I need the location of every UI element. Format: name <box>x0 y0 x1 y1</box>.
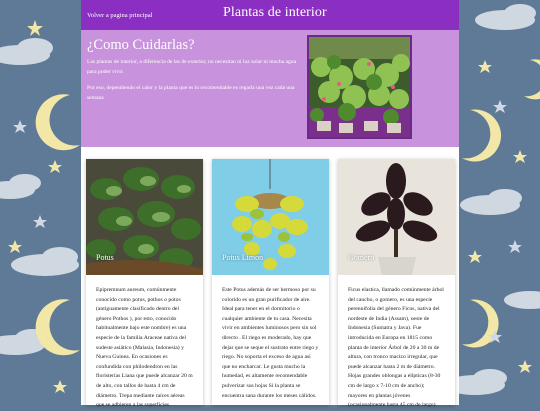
potus-photo <box>86 159 203 275</box>
top-navigation-bar <box>81 0 459 30</box>
potus-limon-description: Este Potus además de ser hermoso por su colorido es un gran purificador de aire. Ideal para tener en el dormitorio o cualquier ambiente de tu casa. Necesita vivir en ambientes luminosos pero sin sol directo . El riego es moderado, hay que dejar que se seque el sustrato entre riego y riego. No soporta el exceso de agua así que no encharcar. Le gusta mucho la humedad, es altamente recomendable pulverizar sus hojas Si la planta se encuentra sana durante los meses cálidos. <box>222 287 319 399</box>
potus-name: Potus <box>96 253 114 262</box>
plant-card-potus <box>86 159 203 409</box>
care-paragraph-1: Las plantas de interior, a diferencia de las de exterior, no necesitan ni luz solar ni mucha agua para poder vivir. <box>87 59 297 75</box>
plant-card-gomero <box>338 159 455 409</box>
care-heading: ¿Como Cuidarlas? <box>87 37 195 53</box>
plant-card-potus-limon <box>212 159 329 405</box>
gomero-description: Ficus elastica, llamado comúnmente árbol del caucho, o gomero, es una especie perennifolia del género Ficus, nativa del nordeste de India (Assam), oeste de Indonesia (Sumatra y Java). Fue introducida en Europa en 1815 como planta de interior Árbol de 20 a 30 m de altura, con tronco macizo irregular, que puede alcanzar hasta 2 m de diámetro. Hojas grandes oblongas a elípticas (8-30 cm de largo x 7-10 cm de ancho); mayores en plantas jóvenes (ocasionalmente hasta 45 cm de largo). <box>348 287 444 409</box>
potus-description: Epipremnum aureum, comúnmente conocido como potus, pothos o potos (antiguamente clasificado dentro del género Pothos ), por esto, conocido habitualmente bajo este nombre) es una especie de la familia Araceae nativa del sudeste asiático (Malasia, Indonesia) y Nueva Guinea. En ocasiones es confundida con philodendron en las floristerías Liana que puede alcanzar 20 m de alto, con tallos de hasta 4 cm de diámetro. Trepa mediante raíces aéreas que se adhieren a las superficies. <box>96 287 193 409</box>
potus-limon-photo <box>212 159 329 275</box>
site-title: Plantas de interior <box>223 5 327 20</box>
back-to-home-link[interactable]: Volver a pagina principal <box>87 11 153 19</box>
plant-shop-illustration <box>309 37 410 137</box>
potus-limon-name: Potus Limon <box>222 253 264 262</box>
plant-cards <box>86 159 454 409</box>
care-paragraph-2: Por eso, dependiendo el calor y la planta que es lo recomendable es regarla una vez cada una semana <box>87 85 295 101</box>
plant-shop-photo <box>307 35 412 139</box>
care-section <box>81 30 459 147</box>
main-page <box>81 0 459 409</box>
gomero-name: Gomero <box>348 253 375 262</box>
gomero-photo <box>338 159 455 275</box>
